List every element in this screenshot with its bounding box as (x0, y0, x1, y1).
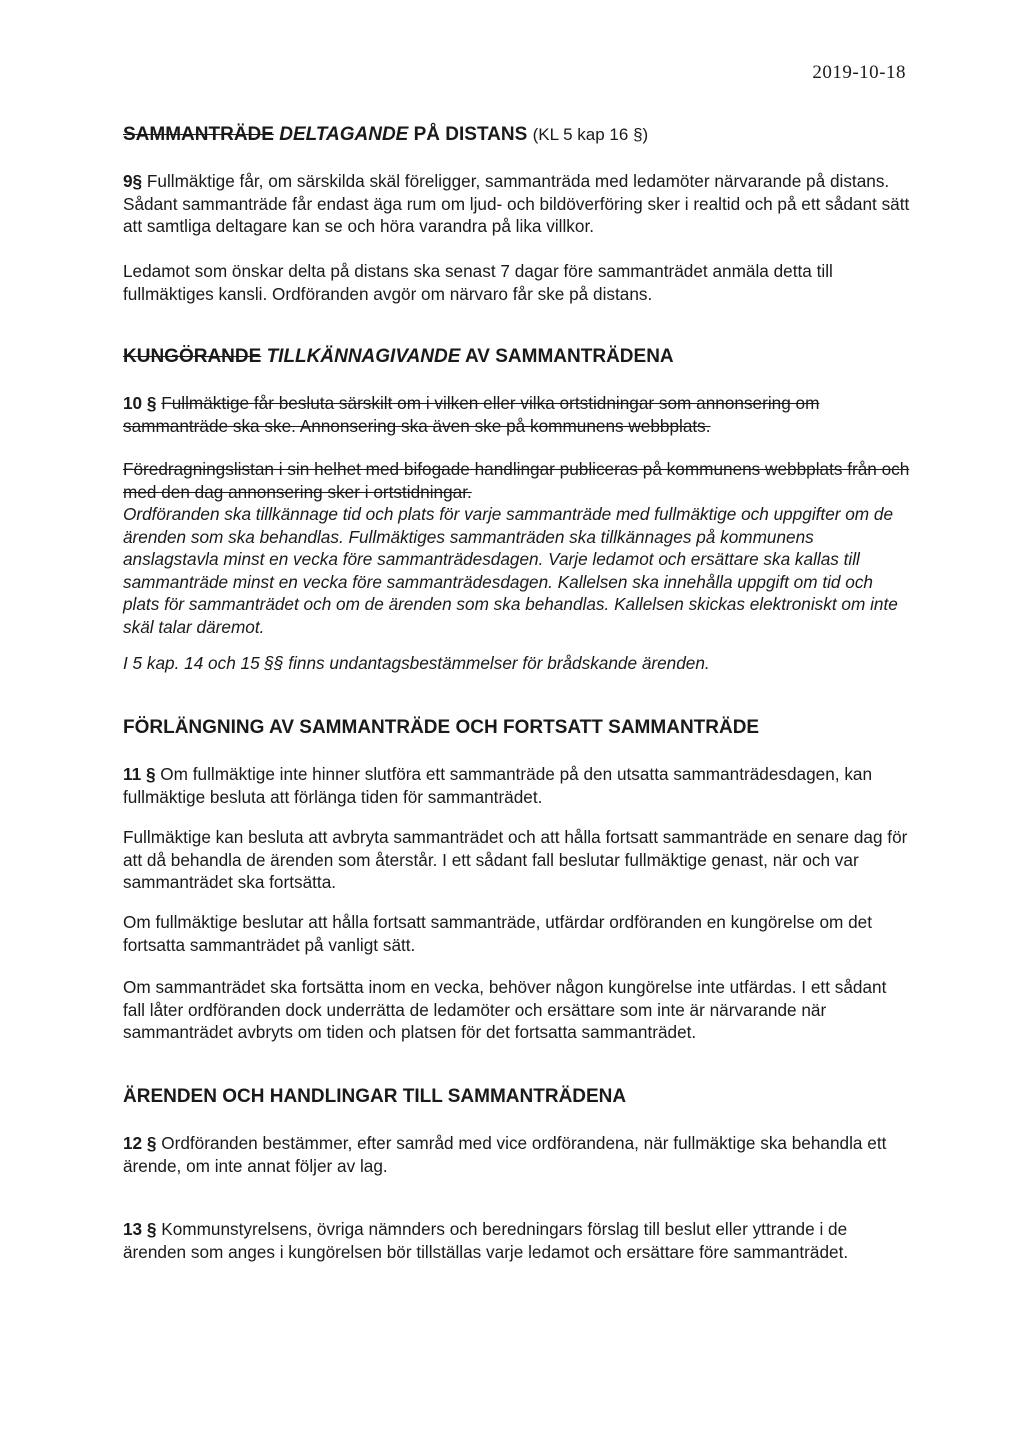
struck-heading-word: KUNGÖRANDE (123, 346, 262, 367)
paragraph-11-fourth (123, 976, 913, 1044)
paragraph-text: Om fullmäktige inte hinner slutföra ett sammanträde på den utsatta sammanträdesdagen, kan fullmäktige besluta att förlänga tiden för sammanträdet. (123, 764, 873, 807)
deleted-text: Fullmäktige får besluta särskilt om i vilken eller vilka ortstidningar som annonsering om sammanträde ska ske. Annonsering ska även ske på kommunens webbplats. (123, 393, 820, 436)
paragraph-text: Fullmäktige kan besluta att avbryta sammanträdet och att hålla fortsatt sammanträde en senare dag för att då behandla de ärenden som återstår. I ett sådant fall beslutar fullmäktige genast, när och var sammanträdet ska fortsätta. (123, 827, 908, 892)
inserted-heading-word: DELTAGANDE (279, 124, 409, 145)
paragraph-9 (123, 170, 913, 238)
paragraph-text: Om fullmäktige beslutar att hålla fortsatt sammanträde, utfärdar ordföranden en kungörelse om det fortsatta sammanträdet på vanligt sätt. (123, 912, 872, 955)
heading-text: AV SAMMANTRÄDENA (465, 346, 674, 367)
paragraph-11-second (123, 826, 913, 894)
paragraph-number: 10 § (123, 393, 157, 413)
paragraph-number: 13 § (123, 1219, 157, 1239)
section-heading-extension: FÖRLÄNGNING AV SAMMANTRÄDE OCH FORTSATT SAMMANTRÄDE (123, 717, 760, 738)
heading-law-reference: (KL 5 kap 16 §) (532, 125, 649, 144)
heading-text: PÅ DISTANS (413, 124, 528, 145)
paragraph-text: Ordföranden bestämmer, efter samråd med vice ordförandena, när fullmäktige ska behandla ett ärende, om inte annat följer av lag. (123, 1133, 887, 1176)
paragraph-10 (123, 392, 913, 437)
paragraph-text: Ledamot som önskar delta på distans ska senast 7 dagar före sammanträdet anmäla detta till fullmäktiges kansli. Ordföranden avgör om närvaro får ske på distans. (123, 261, 833, 304)
paragraph-12 (123, 1132, 913, 1177)
inserted-heading-word: TILLKÄNNAGIVANDE (266, 346, 461, 367)
struck-heading-word: SAMMANTRÄDE (123, 124, 274, 145)
paragraph-10-second (123, 458, 913, 638)
paragraph-number: 12 § (123, 1133, 157, 1153)
paragraph-10-exception-note (123, 652, 913, 675)
paragraph-11-third (123, 911, 913, 956)
paragraph-number: 9§ (123, 171, 143, 191)
paragraph-number: 11 § (123, 764, 156, 784)
section-heading-matters: ÄRENDEN OCH HANDLINGAR TILL SAMMANTRÄDENA (123, 1086, 627, 1107)
document-date: 2019-10-18 (812, 62, 906, 83)
paragraph-text: Kommunstyrelsens, övriga nämnders och beredningars förslag till beslut eller yttrande i de ärenden som anges i kungörelsen bör tillställas varje ledamot och ersättare före sammanträdet. (123, 1219, 849, 1262)
paragraph-text: Fullmäktige får, om särskilda skäl föreligger, sammanträda med ledamöter närvarande på distans. Sådant sammanträde får endast äga rum om ljud- och bildöverföring sker i realtid och på ett sådant sätt att samtliga deltagare kan se och höra varandra på lika villkor. (123, 171, 910, 236)
section-heading-distance-participation (123, 123, 913, 147)
inserted-text: I 5 kap. 14 och 15 §§ finns undantagsbestämmelser för brådskande ärenden. (123, 653, 710, 673)
section-heading-announcement (123, 345, 913, 369)
paragraph-11 (123, 763, 913, 808)
deleted-text: Föredragningslistan i sin helhet med bifogade handlingar publiceras på kommunens webbplats från och med den dag annonsering sker i ortstidningar. (123, 459, 910, 502)
paragraph-13 (123, 1218, 913, 1263)
inserted-text: Ordföranden ska tillkännage tid och plats för varje sammanträde med fullmäktige och uppgifter om de ärenden som ska behandlas. Fullmäktiges sammanträden ska tillkännages på kommunens anslagstavla minst en vecka före sammanträdesdagen. Varje ledamot och ersättare ska kallas till sammanträde minst en vecka före sammanträdesdagen. Kallelsen ska innehålla uppgift om tid och plats för sammanträdet och om de ärenden som ska behandlas. Kallelsen skickas elektroniskt om inte skäl talar däremot. (123, 504, 898, 637)
paragraph-9-second (123, 260, 913, 305)
paragraph-text: Om sammanträdet ska fortsätta inom en vecka, behöver någon kungörelse inte utfärdas. I ett sådant fall låter ordföranden dock underrätta de ledamöter och ersättare som inte är närvarande när sammanträdet avbryts om tiden och platsen för det fortsatta sammanträdet. (123, 977, 887, 1042)
